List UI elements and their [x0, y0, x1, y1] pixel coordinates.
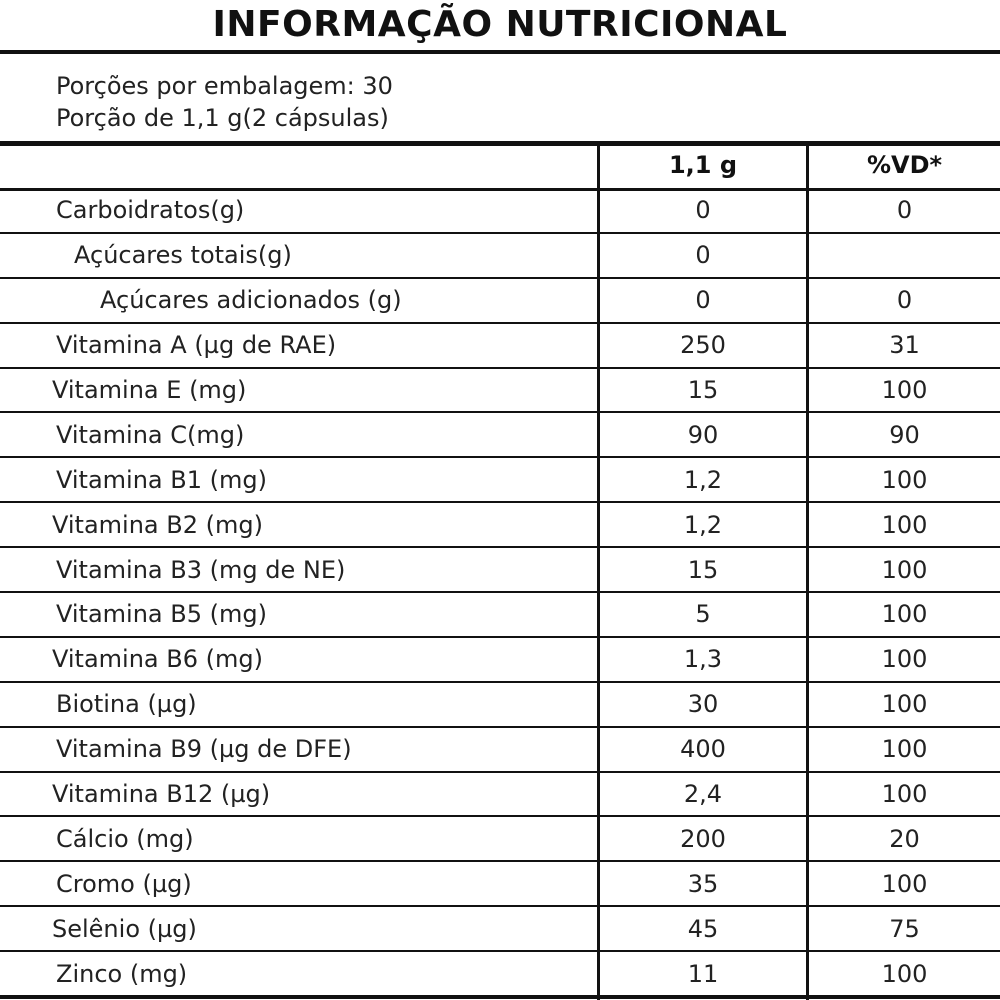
row-divider	[0, 232, 1000, 234]
nutrient-amount: 0	[695, 196, 711, 225]
nutrient-amount: 35	[687, 869, 719, 898]
nutrient-vd: 0	[896, 286, 913, 315]
nutrient-label: Biotina (µg)	[56, 690, 197, 719]
nutrient-amount: 1,3	[683, 645, 723, 674]
nutrient-label: Selênio (µg)	[52, 914, 197, 943]
title-divider	[0, 50, 1000, 54]
nutrient-label: Carboidratos(g)	[56, 196, 245, 225]
nutrient-label: Vitamina B12 (µg)	[52, 780, 271, 808]
nutrient-label: Vitamina A (µg de RAE)	[56, 331, 337, 360]
row-divider	[0, 726, 1000, 728]
nutrient-vd: 100	[881, 869, 928, 898]
nutrient-vd: 100	[881, 376, 928, 404]
nutrient-amount: 90	[687, 420, 719, 449]
nutrition-title: INFORMAÇÃO NUTRICIONAL	[212, 4, 788, 45]
row-divider	[0, 815, 1000, 817]
nutrient-vd: 100	[881, 690, 928, 719]
nutrient-amount: 400	[680, 735, 726, 764]
nutrient-vd: 100	[881, 555, 928, 584]
nutrient-amount: 11	[687, 959, 719, 988]
nutrient-vd: 75	[889, 914, 920, 943]
nutrient-label: Vitamina B5 (mg)	[56, 600, 267, 629]
nutrient-vd: 90	[889, 420, 920, 449]
row-divider	[0, 636, 1000, 638]
nutrient-amount: 0	[695, 286, 711, 315]
table-bottom-border	[0, 995, 1000, 999]
nutrient-amount: 250	[680, 331, 726, 360]
nutrient-amount: 200	[680, 824, 726, 853]
nutrient-vd: 100	[881, 465, 928, 494]
nutrient-amount: 1,2	[683, 465, 723, 494]
nutrient-vd: 100	[881, 645, 928, 674]
row-divider	[0, 456, 1000, 458]
row-divider	[0, 950, 1000, 952]
serving-divider	[0, 141, 1000, 146]
portion-size: Porção de 1,1 g(2 cápsulas)	[56, 104, 389, 132]
column-header-vd: %VD*	[866, 151, 943, 179]
nutrient-label: Açúcares totais(g)	[74, 241, 292, 270]
nutrient-label: Vitamina B3 (mg de NE)	[56, 555, 346, 584]
nutrient-label: Açúcares adicionados (g)	[100, 286, 402, 315]
row-divider	[0, 905, 1000, 907]
row-divider	[0, 367, 1000, 369]
row-divider	[0, 501, 1000, 503]
nutrient-label: Vitamina B1 (mg)	[56, 465, 267, 494]
nutrient-vd: 31	[889, 331, 920, 360]
nutrient-amount: 0	[695, 241, 711, 270]
nutrient-amount: 45	[687, 914, 719, 943]
nutrient-amount: 30	[687, 690, 719, 719]
nutrient-amount: 5	[695, 600, 711, 629]
nutrient-label: Vitamina C(mg)	[56, 420, 245, 449]
nutrient-label: Vitamina B9 (µg de DFE)	[56, 735, 352, 764]
row-divider	[0, 277, 1000, 279]
nutrient-label: Zinco (mg)	[56, 959, 188, 988]
row-divider	[0, 591, 1000, 593]
nutrient-label: Vitamina E (mg)	[52, 376, 247, 404]
row-divider	[0, 322, 1000, 324]
nutrient-vd: 100	[881, 600, 928, 629]
nutrient-label: Vitamina B2 (mg)	[52, 510, 263, 539]
row-divider	[0, 771, 1000, 773]
nutrient-label: Cálcio (mg)	[56, 824, 194, 853]
row-divider	[0, 546, 1000, 548]
nutrient-vd: 0	[896, 196, 913, 225]
nutrient-label: Vitamina B6 (mg)	[52, 645, 263, 674]
column-header-amount: 1,1 g	[668, 151, 738, 179]
nutrient-vd: 100	[881, 510, 928, 539]
nutrient-amount: 1,2	[683, 510, 723, 539]
nutrient-vd: 20	[889, 824, 920, 853]
header-divider	[0, 188, 1000, 191]
nutrient-amount: 15	[687, 376, 719, 404]
nutrient-amount: 2,4	[683, 780, 723, 808]
row-divider	[0, 681, 1000, 683]
nutrient-label: Cromo (µg)	[56, 869, 192, 898]
nutrient-vd: 100	[881, 735, 928, 764]
row-divider	[0, 411, 1000, 413]
row-divider	[0, 860, 1000, 862]
nutrient-vd: 100	[881, 959, 928, 988]
nutrient-amount: 15	[687, 555, 719, 584]
nutrient-vd: 100	[881, 780, 928, 808]
servings-per-package: Porções por embalagem: 30	[56, 72, 393, 100]
